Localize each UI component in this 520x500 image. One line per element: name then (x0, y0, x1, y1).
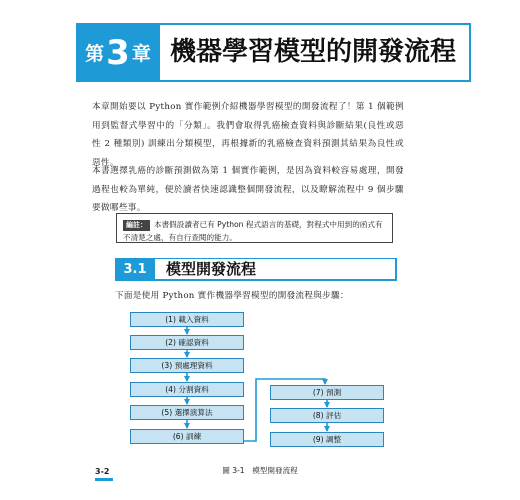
chapter-header-right-rule (469, 23, 471, 82)
chapter-title: 機器學習模型的開發流程 (170, 37, 457, 67)
section-intro-text: 下面是使用 Python 實作機器學習模型的開發流程與步驟： (115, 291, 349, 301)
flow-step-tune: (9) 調整 (270, 432, 384, 447)
editor-note-text: 本書假設讀者已有 Python 程式語言的基礎，對程式中用到的函式有不清楚之處，有自行查閱的能力。 (123, 220, 383, 242)
chapter-prefix: 第 (85, 43, 105, 65)
body-paragraph-1: 本章開始要以 Python 實作範例介紹機器學習模型的開發流程了！第 1 個範例用到監督式學習中的「分類」。我們會取得乳癌檢查資料與診斷結果(良性或惡性 2 種類別) 訓練出分類模型，再根據新的乳癌檢查資料預測其結果為良性或惡性。 (92, 102, 404, 168)
section-header-right-rule (395, 258, 397, 281)
flow-step-train: (6) 訓練 (130, 429, 244, 444)
editor-note-box (116, 213, 393, 243)
chapter-suffix: 章 (131, 43, 151, 65)
flow-step-check-data: (2) 確認資料 (130, 335, 244, 350)
chapter-number: 3 (106, 32, 130, 73)
page-number-underline (95, 478, 113, 481)
section-title: 模型開發流程 (166, 260, 257, 278)
flow-step-load-data: (1) 載入資料 (130, 312, 244, 327)
flow-step-preprocess-data: (3) 預處理資料 (130, 358, 244, 373)
figure-caption: 圖 3-1 模型開發流程 (222, 466, 298, 475)
section-number-badge: 3.1 (115, 258, 155, 280)
flow-step-choose-algorithm: (5) 選擇演算法 (130, 405, 244, 420)
flow-step-split-data: (4) 分割資料 (130, 382, 244, 397)
chapter-number-badge (76, 23, 160, 82)
flow-step-evaluate: (8) 評估 (270, 408, 384, 423)
chapter-header-bottom-rule (160, 80, 471, 82)
flow-step-predict: (7) 預測 (270, 385, 384, 400)
body-paragraph-2: 本書選擇乳癌的診斷預測做為第 1 個實作範例，是因為資料較容易處理，開發過程也較為單純，便於讀者快速認識整個開發流程，以及瞭解流程中 9 個步驟要做哪些事。 (92, 166, 404, 213)
page-number: 3-2 (95, 467, 110, 476)
editor-note-label: 編註： (123, 220, 150, 231)
